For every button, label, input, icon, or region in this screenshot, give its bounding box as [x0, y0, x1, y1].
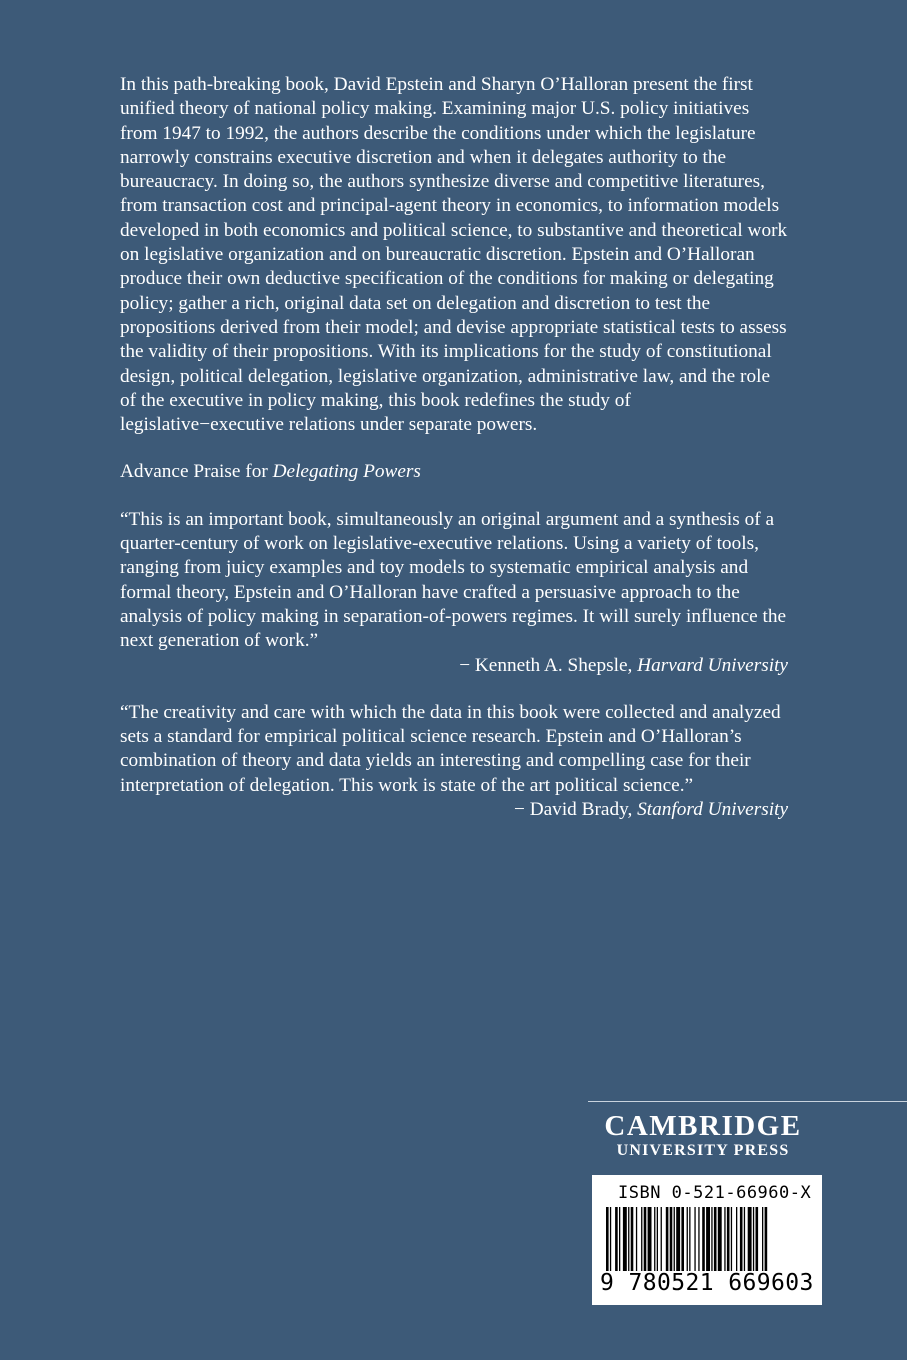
divider-line: [588, 1101, 907, 1102]
endorser-name: − David Brady,: [514, 799, 638, 821]
praise-heading-prefix: Advance Praise for: [120, 461, 273, 483]
endorser-affiliation: Stanford University: [637, 799, 788, 821]
book-description: In this path-breaking book, David Epstein and Sharyn O’Halloran present the first unified theory of national policy making. Examining major U.S. policy initiatives from 1947 to 1992, the authors describe the conditions under which the legislature narrowly constrains executive discretion and when it delegates authority to the bureaucracy. In doing so, the authors synthesize diverse and competitive literatures, from transaction cost and principal-agent theory in economics, to information models developed in both economics and political science, to substantive and theoretical work on legislative organization and on bureaucratic discretion. Epstein and O’Halloran produce their own deductive specification of the conditions for making or delegating policy; gather a rich, original data set on delegation and discretion to test the propositions derived from their model; and devise appropriate statistical tests to assess the validity of their propositions. With its implications for the study of constitutional design, political delegation, legislative organization, administrative law, and the role of the executive in policy making, this book redefines the study of legislative−executive relations under separate powers.: [120, 74, 788, 436]
endorsement-attribution: [120, 654, 788, 678]
endorsement-2: [120, 701, 788, 822]
publisher-subtitle: UNIVERSITY PRESS: [616, 1142, 790, 1159]
isbn-label: ISBN 0-521-66960-X: [618, 1183, 812, 1203]
barcode-panel: [592, 1175, 822, 1305]
barcode-digits: 9 780521 669603: [600, 1270, 814, 1296]
endorsement-attribution: [120, 798, 788, 822]
endorsement-1: [120, 508, 788, 678]
endorsement-quote: “This is an important book, simultaneously an original argument and a synthesis of a quarter-century of work on legislative-executive relations. Using a variety of tools, ranging from juicy examples and toy models to systematic empirical analysis and formal theory, Epstein and O’Halloran have crafted a persuasive approach to the analysis of policy making in separation-of-powers regimes. It will surely influence the next generation of work.”: [120, 508, 787, 652]
praise-heading: [120, 460, 788, 484]
endorsement-quote: “The creativity and care with which the data in this book were collected and analyzed sets a standard for empirical political science research. Epstein and O’Halloran’s combination of theory and data yields an interesting and compelling case for their interpretation of delegation. This work is state of the art political science.”: [120, 701, 781, 796]
book-title: Delegating Powers: [272, 461, 421, 483]
endorser-affiliation: Harvard University: [637, 654, 788, 676]
publisher-logo: [588, 1110, 818, 1160]
barcode-icon: [606, 1207, 808, 1271]
endorser-name: − Kenneth A. Shepsle,: [459, 654, 638, 676]
publisher-name: CAMBRIDGE: [604, 1110, 802, 1142]
cover-text: [120, 73, 788, 822]
